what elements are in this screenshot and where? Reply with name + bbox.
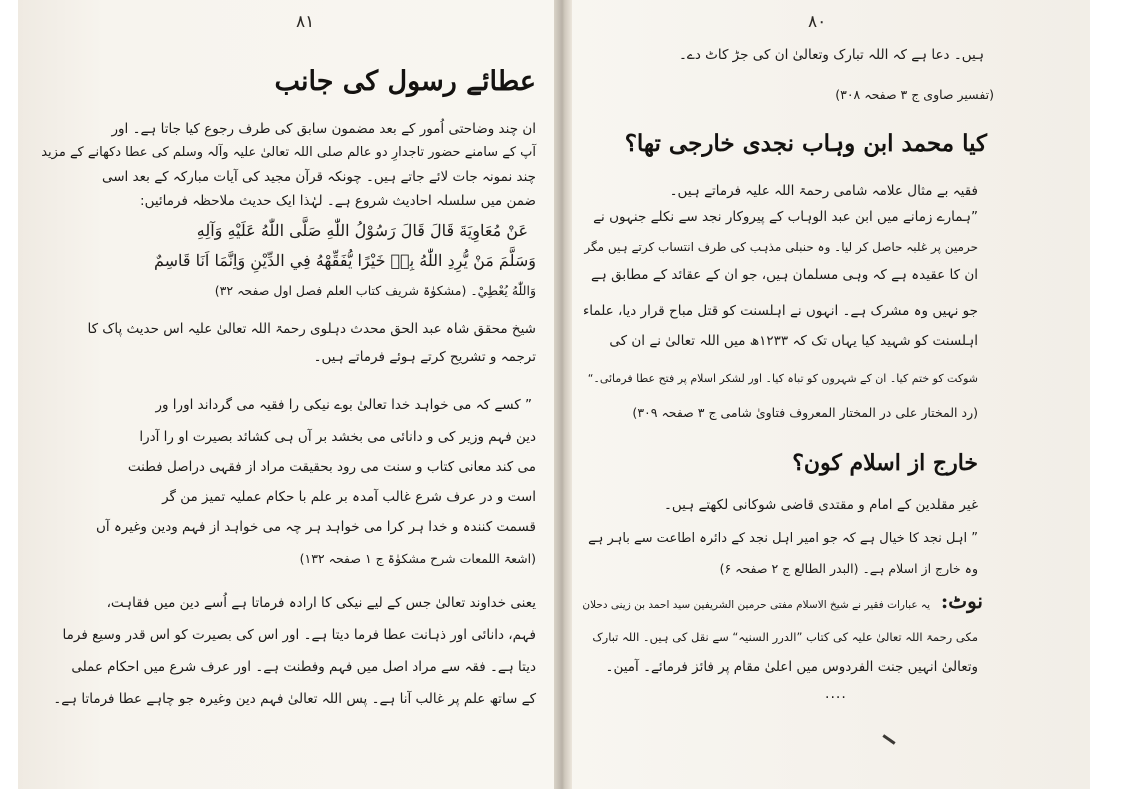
persian-quote-line: ” کسے کہ می خواہد خدا تعالیٰ بوے نیکی را فقیہ می گرداند اورا ور [155, 397, 532, 413]
reference-line: وہ خارج از اسلام ہے۔ (البدر الطالع ج ۲ صفحہ ۶) [719, 561, 978, 576]
quote-line: حرمین پر غلبہ حاصل کر لیا۔ وہ حنبلی مذہب کی طرف انتساب کرتے ہیں مگر [584, 240, 978, 254]
quote-line: اہلسنت کو شہید کیا یہاں تک کہ ۱۲۳۳ھ میں اللہ تعالیٰ نے ان کی [609, 333, 978, 349]
persian-quote-line: می کند معانی کتاب و سنت می رود بحقیقت مراد از فقہی دراصل فطنت [127, 459, 536, 475]
quote-line: ”ہمارے زمانے میں ابن عبد الوہاب کے پیروکار نجد سے نکلے جنہوں نے [593, 209, 978, 225]
end-dots: .... [825, 686, 847, 702]
persian-quote-line: قسمت کنندہ و خدا ہر کرا می خواہد ہر چہ می خواہد از فہم ودین وغیرہ آں [95, 519, 536, 535]
text-line: ہیں۔ دعا ہے کہ اللہ تبارک وتعالیٰ ان کی جڑ کاٹ دے۔ [679, 47, 984, 63]
text-line: غیر مقلدین کے امام و مقتدی قاضی شوکانی لکھتے ہیں۔ [663, 497, 978, 513]
quote-line: شوکت کو ختم کیا۔ ان کے شہروں کو تباہ کیا۔ اور لشکر اسلام پر فتح عطا فرمائی۔“ [587, 372, 978, 385]
hadith-arabic-line: وَسَلَّمَ مَنْ يُّرِدِ اللّٰهُ بِهٖ خَيْرًا يُّفَقِّهْهُ فِي الدِّيْنِ وَاِنَّمَا اَنَا قَاسِمٌ [153, 251, 536, 270]
section-heading: خارج از اسلام کون؟ [792, 450, 978, 476]
persian-quote-line: است و در عرف شرع غالب آمدہ بر علم با حکام عملیہ تمیز من گر [162, 489, 536, 505]
reference-line: (اشعۃ اللمعات شرح مشکوٰۃ ج ۱ صفحہ ۱۳۲) [299, 551, 536, 566]
ink-mark [882, 734, 895, 744]
text-line: فقیہ بے مثال علامہ شامی رحمۃ اللہ علیہ فرماتے ہیں۔ [669, 183, 978, 199]
reference-line: (تفسیر صاوی ج ۳ صفحہ ۳۰۸) [835, 87, 994, 102]
text-line: دیتا ہے۔ فقہ سے مراد اصل میں فہم وفطنت ہے۔ اور عرف شرع میں احکام عملی [71, 659, 536, 675]
section-heading: کیا محمد ابن وہاب نجدی خارجی تھا؟ [624, 130, 987, 157]
text-line: ان چند وضاحتی اُمور کے بعد مضمون سابق کی طرف رجوع کیا جاتا ہے۔ اور [111, 121, 536, 137]
text-line: کے ساتھ علم پر غالب آنا ہے۔ پس اللہ تعالیٰ فہم دین وغیرہ جو چاہے عطا فرماتا ہے۔ [53, 691, 536, 707]
quote-line: ” اہل نجد کا خیال ہے کہ جو امیر اہل نجد کے دائرہ اطاعت سے باہر ہے [588, 531, 978, 546]
text-line: یعنی خداوند تعالیٰ جس کے لیے نیکی کا ارادہ فرماتا ہے اُسے دین میں فقاہت، [106, 595, 536, 611]
book-spread [18, 0, 1090, 789]
reference-line: وَاللّٰهُ يُعْطِيْ۔ (مشکوٰۃ شریف کتاب العلم فصل اول صفحہ ۳۲) [214, 283, 536, 298]
page-81 [18, 0, 558, 789]
persian-quote-line: دین فہم وزیر کی و دانائی می بخشد بر آں ہی کشائد بصیرت او را آدرا [139, 429, 536, 445]
hadith-arabic-line: عَنْ مُعَاوِيَةَ قَالَ قَالَ رَسُوْلُ اللّٰهِ صَلَّى اللّٰهُ عَلَيْهِ وَآلِهِ [196, 221, 528, 240]
text-line: شیخ محقق شاہ عبد الحق محدث دہلوی رحمۃ اللہ تعالیٰ علیہ اس حدیث پاک کا [87, 321, 536, 337]
text-line: ترجمہ و تشریح کرتے ہوئے فرماتے ہیں۔ [313, 349, 536, 365]
text-line: آپ کے سامنے حضور تاجدارِ دو عالم صلی اللہ تعالیٰ علیہ وآلہ وسلم کی عطا دکھانے کے مزید [41, 145, 536, 160]
text-line: ضمن میں سلسلہ احادیث شروع ہے۔ لہٰذا ایک حدیث ملاحظہ فرمائیں: [140, 193, 536, 209]
quote-line: ان کا عقیدہ ہے کہ وہی مسلمان ہیں، جو ان کے عقائد کے مطابق ہے [590, 267, 978, 283]
reference-line: (رد المختار علی در المختار المعروف فتاویٰ شامی ج ۳ صفحہ ۳۰۹) [632, 405, 978, 420]
text-line: فہم، دانائی اور ذہانت عطا فرما دیتا ہے۔ اور اس کی بصیرت کو اس قدر وسیع فرما [62, 627, 536, 643]
text-line: چند نمونہ جات لائے جاتے ہیں۔ چونکہ قرآن مجید کی آیات مبارکہ کے بعد اسی [101, 169, 536, 185]
section-heading: عطائے رسول کی جانب [274, 66, 536, 97]
note-line: یہ عبارات فقیر نے شیخ الاسلام مفتی حرمین الشریفین سید احمد بن زینی دحلان [582, 599, 930, 611]
page-80 [563, 0, 1090, 789]
note-line: مکی رحمۃ اللہ تعالیٰ علیہ کی کتاب ”الدرر السنیہ“ سے نقل کی ہیں۔ اللہ تبارک [592, 630, 978, 644]
quote-line: جو نہیں وہ مشرک ہے۔ انہوں نے اہلسنت کو قتل مباح قرار دیا، علماء [582, 303, 978, 319]
note-line: وتعالیٰ انہیں جنت الفردوس میں اعلیٰ مقام پر فائز فرمائے۔ آمین۔ [605, 659, 978, 675]
page-number: ۸۱ [296, 12, 315, 32]
page-number: ۸۰ [808, 12, 827, 32]
note-label: نوٹ: [940, 589, 983, 613]
